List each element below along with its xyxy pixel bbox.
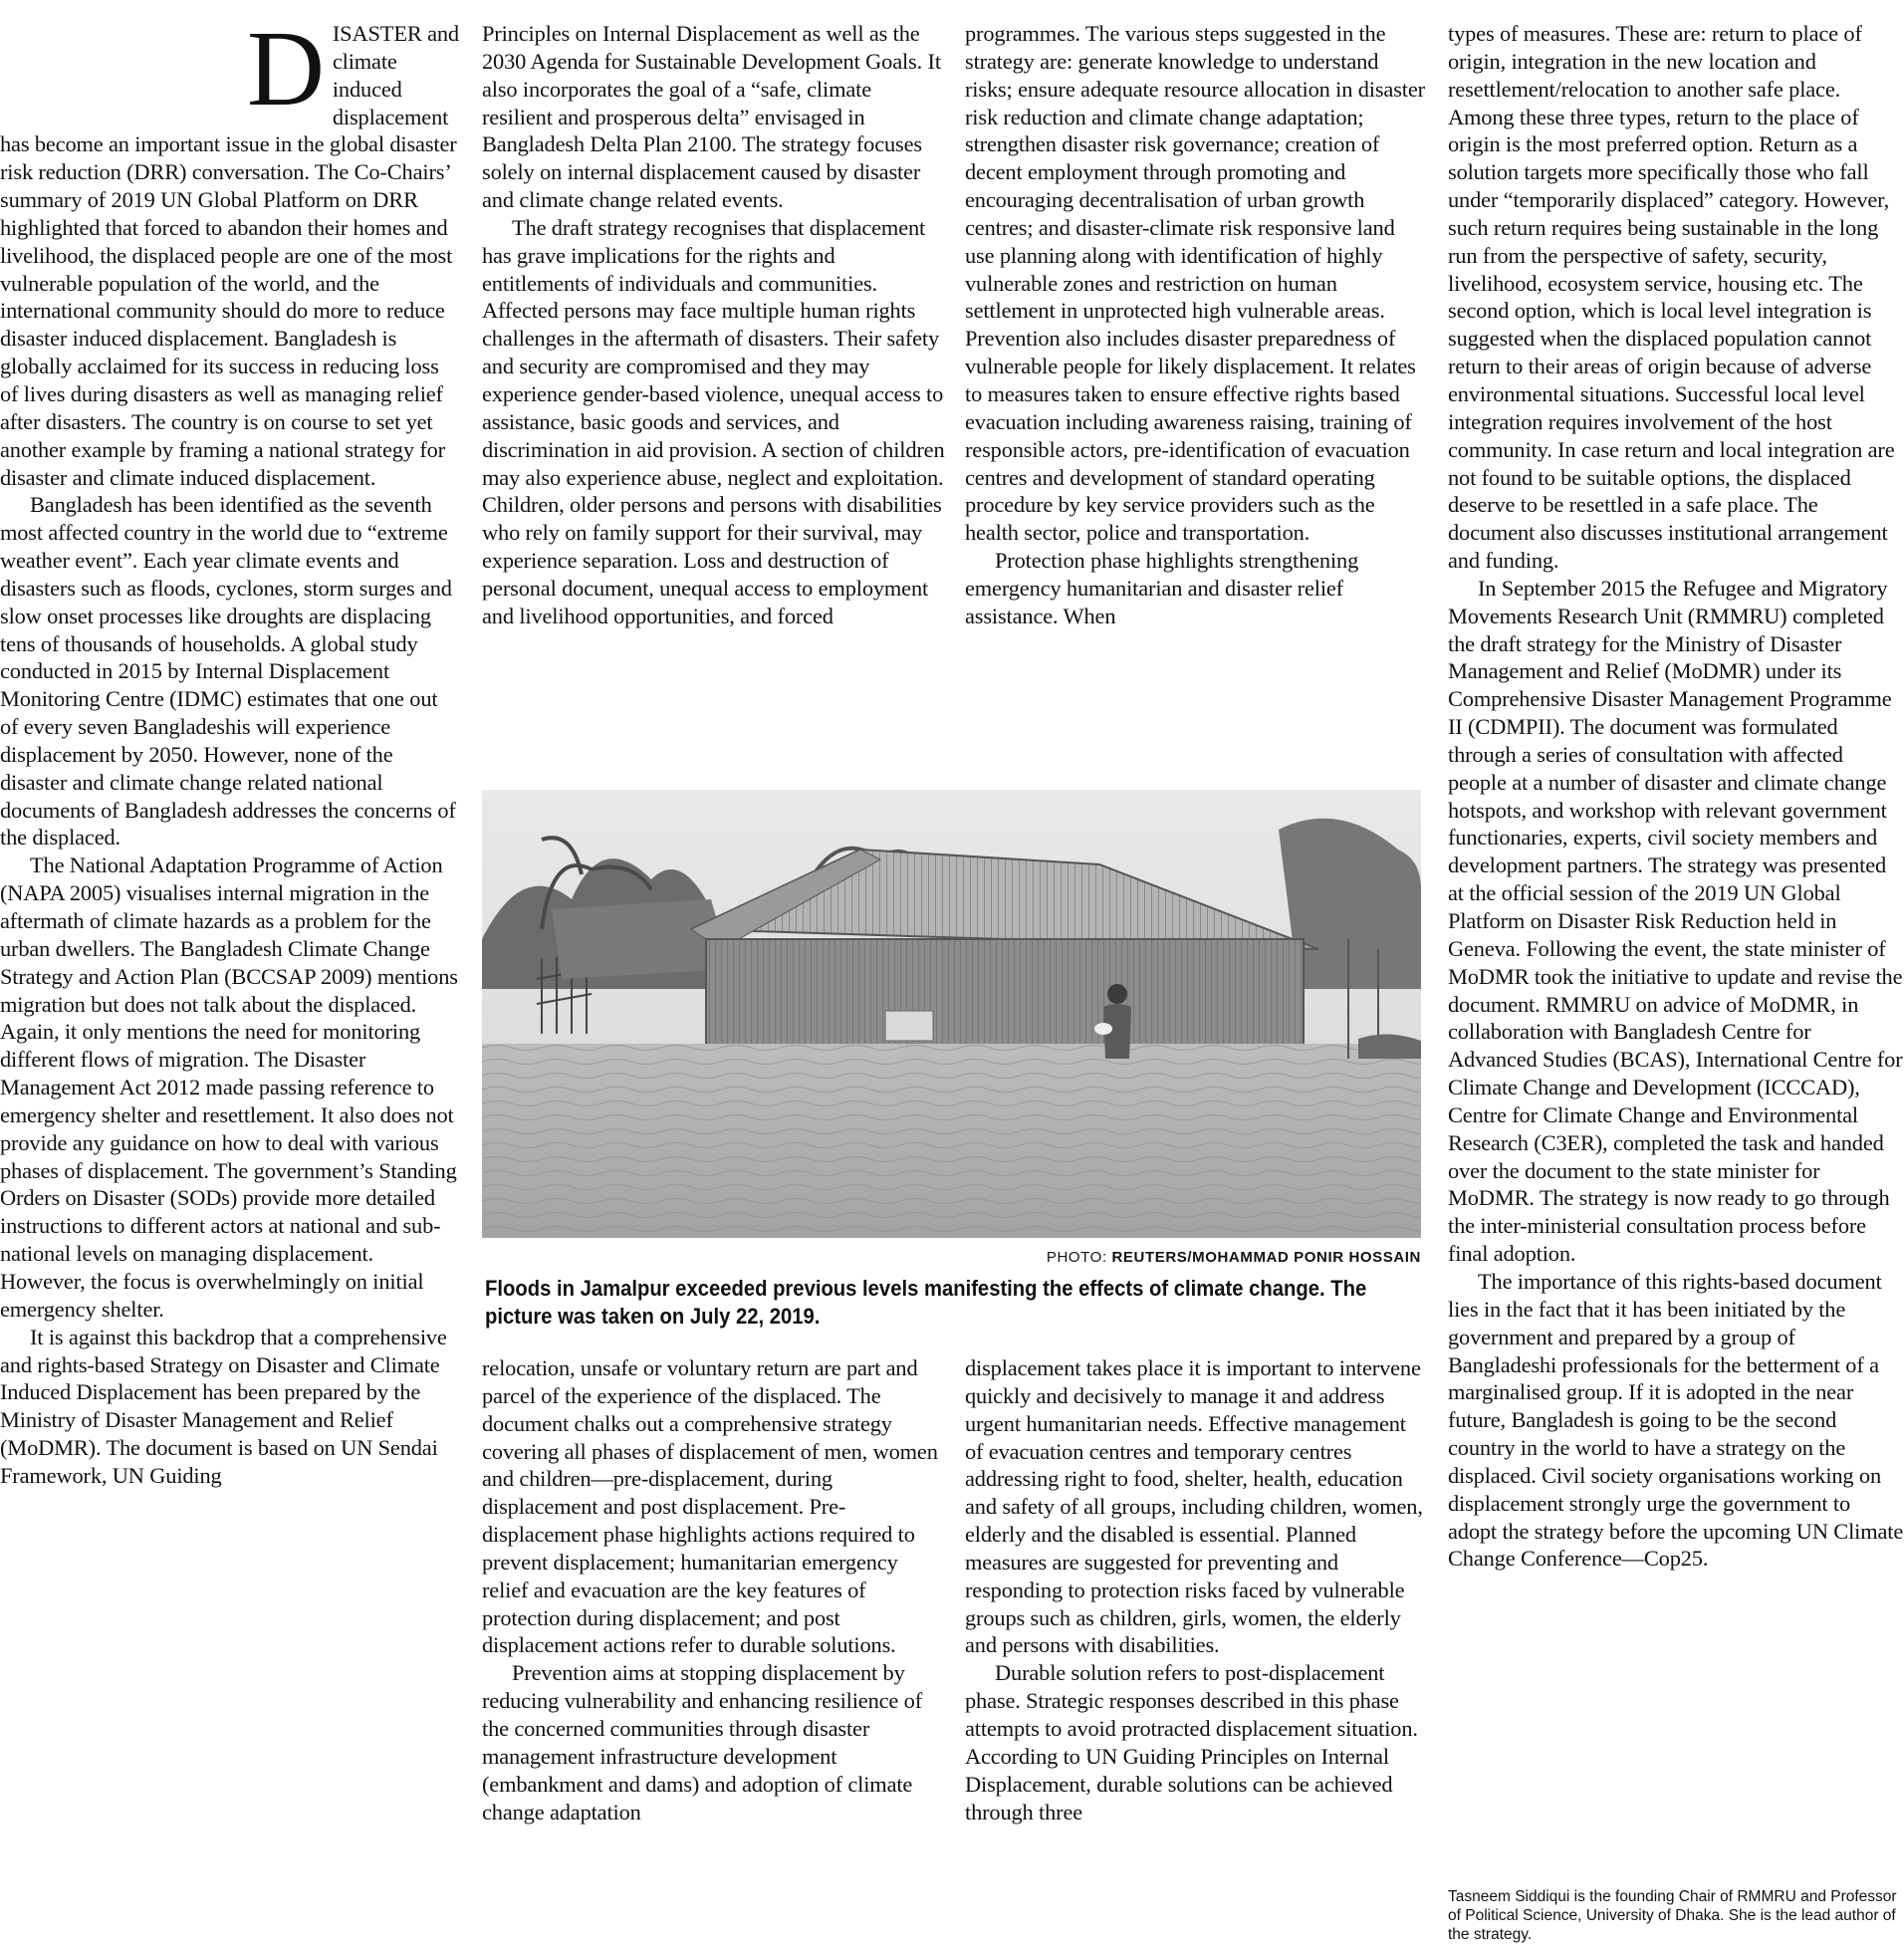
drop-cap: D	[247, 20, 325, 128]
background-hut	[552, 899, 731, 979]
house-vent	[885, 1011, 933, 1041]
article-column-4	[1448, 20, 1904, 1862]
article-paragraph: It is against this backdrop that a comprehensive and rights-based Strategy on Disaster and Climate Induced Displacement has been prepared by the Ministry of Disaster Management and Relief (MoDMR). The document is based on UN Sendai Framework, UN Guiding	[0, 1324, 447, 1488]
article-paragraph: types of measures. These are: return to place of origin, integration in the new location and resettlement/relocation to another safe place. Among these three types, return to the place of origin is the most preferred option. Return as a solution targets more specifically those who fall under “temporarily displaced” category. However, such return requires being sustainable in the long run from the perspective of safety, security, livelihood, ecosystem service, housing etc. The second option, which is local level integration is suggested when the displaced population cannot return to their areas of origin because of adverse environmental situations. Successful local level integration requires involvement of the host community. In case return and local integration are not found to be suitable options, the displaced deserve to be resettled in a safe place. The document also discusses institutional arrangement and funding.	[1448, 21, 1895, 574]
flood-photo	[482, 790, 1421, 1238]
intro-text: ISASTER and climate induced displacement has become an important issue in the global disaster risk reduction (DRR) conversation. The Co-Chairs’ summary of 2019 UN Global Platform on DRR highlighted that forced to abandon their homes and livelihood, the displaced people are one of the most vulnerable population of the world, and the international community should do more to reduce disaster induced displacement. Bangladesh is globally acclaimed for its success in reducing loss of lives during disasters as well as managing relief after disasters. The country is on course to set yet another example by framing a national strategy for disaster and climate induced displacement.	[0, 21, 459, 490]
photo-credit-name: REUTERS/MOHAMMAD PONIR HOSSAIN	[1111, 1249, 1421, 1266]
author-note: Tasneem Siddiqui is the founding Chair of RMMRU and Professor of Political Science, University of Dhaka. She is the lead author of the strategy.	[1448, 1888, 1897, 1943]
article-column-1	[0, 20, 460, 1950]
article-paragraph: relocation, unsafe or voluntary return are part and parcel of the experience of the displaced. The document chalks out a comprehensive strategy covering all phases of displacement of men, women and children—pre-displacement, during displacement and post displacement. Pre-displacement phase highlights actions required to prevent displacement; humanitarian emergency relief and evacuation are the key features of protection during displacement; and post displacement actions refer to durable solutions.	[482, 1355, 938, 1658]
flood-photo-illustration	[482, 790, 1421, 1238]
article-paragraph: programmes. The various steps suggested in the strategy are: generate knowledge to understand risks; ensure adequate resource allocation in disaster risk reduction and climate change adaptation; strengthen disaster risk governance; creation of decent employment through promoting and encouraging decentralisation of urban growth centres; and disaster-climate risk responsive land use planning along with identification of highly vulnerable zones and restriction on human settlement in unprotected high vulnerable areas. Prevention also includes disaster preparedness of vulnerable people for likely displacement. It relates to measures taken to ensure effective rights based evacuation including awareness raising, training of responsible actors, pre-identification of evacuation centres and development of standard operating procedure by key service providers such as the health sector, police and transportation.	[965, 21, 1425, 546]
photo-credit	[482, 1249, 1421, 1266]
photo-caption: Floods in Jamalpur exceeded previous levels manifesting the effects of climate change. The picture was taken on July 22, 2019.	[485, 1276, 1367, 1329]
article-paragraph: Prevention aims at stopping displacement by reducing vulnerability and enhancing resilience of the concerned communities through disaster management infrastructure development (embankment and dams) and adoption of climate change adaptation	[482, 1660, 923, 1825]
article-column-2-top	[482, 20, 946, 765]
article-paragraph: Durable solution refers to post-displacement phase. Strategic responses described in this phase attempts to avoid protracted displacement situation. According to UN Guiding Principles on Internal Displacement, durable solutions can be achieved through three	[965, 1660, 1418, 1825]
article-paragraph-intro	[0, 20, 460, 491]
article-paragraph: Protection phase highlights strengthening emergency humanitarian and disaster relief assistance. When	[965, 548, 1359, 628]
article-paragraph: displacement takes place it is important to intervene quickly and decisively to manage it and address urgent humanitarian needs. Effective management of evacuation centres and temporary centres addressing right to food, shelter, health, education and safety of all groups, including children, women, elderly and the disabled is essential. Planned measures are suggested for preventing and responding to protection risks faced by vulnerable groups such as children, girls, women, the elderly and persons with disabilities.	[965, 1355, 1423, 1658]
article-column-3-top	[965, 20, 1429, 765]
article-paragraph: Principles on Internal Displacement as well as the 2030 Agenda for Sustainable Development Goals. It also incorporates the goal of a “safe, climate resilient and prosperous delta” envisaged in Bangladesh Delta Plan 2100. The strategy focuses solely on internal displacement caused by disaster and climate change related events.	[482, 21, 941, 213]
photo-credit-label: PHOTO:	[1046, 1249, 1112, 1266]
article-paragraph: The importance of this rights-based document lies in the fact that it has been initiated by the government and prepared by a group of Bangladeshi professionals for the betterment of a marginalised group. If it is adopted in the near future, Bangladesh is going to be the second country in the world to have a strategy on the displaced. Civil society organisations working on displacement strongly urge the government to adopt the strategy before the upcoming UN Climate Change Conference—Cop25.	[1448, 1268, 1904, 1572]
article-paragraph: Bangladesh has been identified as the seventh most affected country in the world due to “extreme weather event”. Each year climate events and disasters such as floods, cyclones, storm surges and slow onset processes like droughts are displacing tens of thousands of households. A global study conducted in 2015 by Internal Displacement Monitoring Centre (IDMC) estimates that one out of every seven Bangladeshis will experience displacement by 2050. However, none of the disaster and climate change related national documents of Bangladesh addresses the concerns of the displaced.	[0, 492, 456, 851]
article-paragraph: The draft strategy recognises that displacement has grave implications for the rights and entitlements of individuals and communities. Affected persons may face multiple human rights challenges in the aftermath of disasters. Their safety and security are compromised and they may experience gender-based violence, unequal access to assistance, basic goods and services, and discrimination in aid provision. A section of children may also experience abuse, neglect and exploitation. Children, older persons and persons with disabilities who rely on family support for their survival, may experience separation. Loss and destruction of personal document, unequal access to employment and livelihood opportunities, and forced	[482, 214, 945, 628]
article-column-3-bottom	[965, 1354, 1429, 1950]
article-paragraph: The National Adaptation Programme of Action (NAPA 2005) visualises internal migration in the aftermath of climate hazards as a problem for the urban dwellers. The Bangladesh Climate Change Strategy and Action Plan (BCCSAP 2009) mentions migration but does not talk about the displaced. Again, it only mentions the need for monitoring different flows of migration. The Disaster Management Act 2012 made passing reference to emergency shelter and resettlement. It also does not provide any guidance on how to deal with various phases of displacement. The government’s Standing Orders on Disaster (SODs) provide more detailed instructions to different actors at national and sub-national levels on managing displacement. However, the focus is overwhelmingly on initial emergency shelter.	[0, 853, 458, 1322]
article-column-2-bottom	[482, 1354, 946, 1950]
article-paragraph: In September 2015 the Refugee and Migratory Movements Research Unit (RMMRU) completed the draft strategy for the Ministry of Disaster Management and Relief (MoDMR) under its Comprehensive Disaster Management Programme II (CDMPII). The document was formulated through a series of consultation with affected people at a number of disaster and climate change hotspots, and workshop with relevant government functionaries, experts, civil society members and development partners. The strategy was presented at the official session of the 2019 UN Global Platform on Disaster Risk Reduction held in Geneva. Following the event, the state minister of MoDMR took the initiative to update and revise the document. RMMRU on advice of MoDMR, in collaboration with Bangladesh Centre for Advanced Studies (BCAS), International Centre for Climate Change and Development (ICCCAD), Centre for Climate Change and Environmental Research (C3ER), completed the task and handed over the document to the state minister for MoDMR. The strategy is now ready to go through the inter-ministerial consultation process before final adoption.	[1448, 575, 1903, 1267]
